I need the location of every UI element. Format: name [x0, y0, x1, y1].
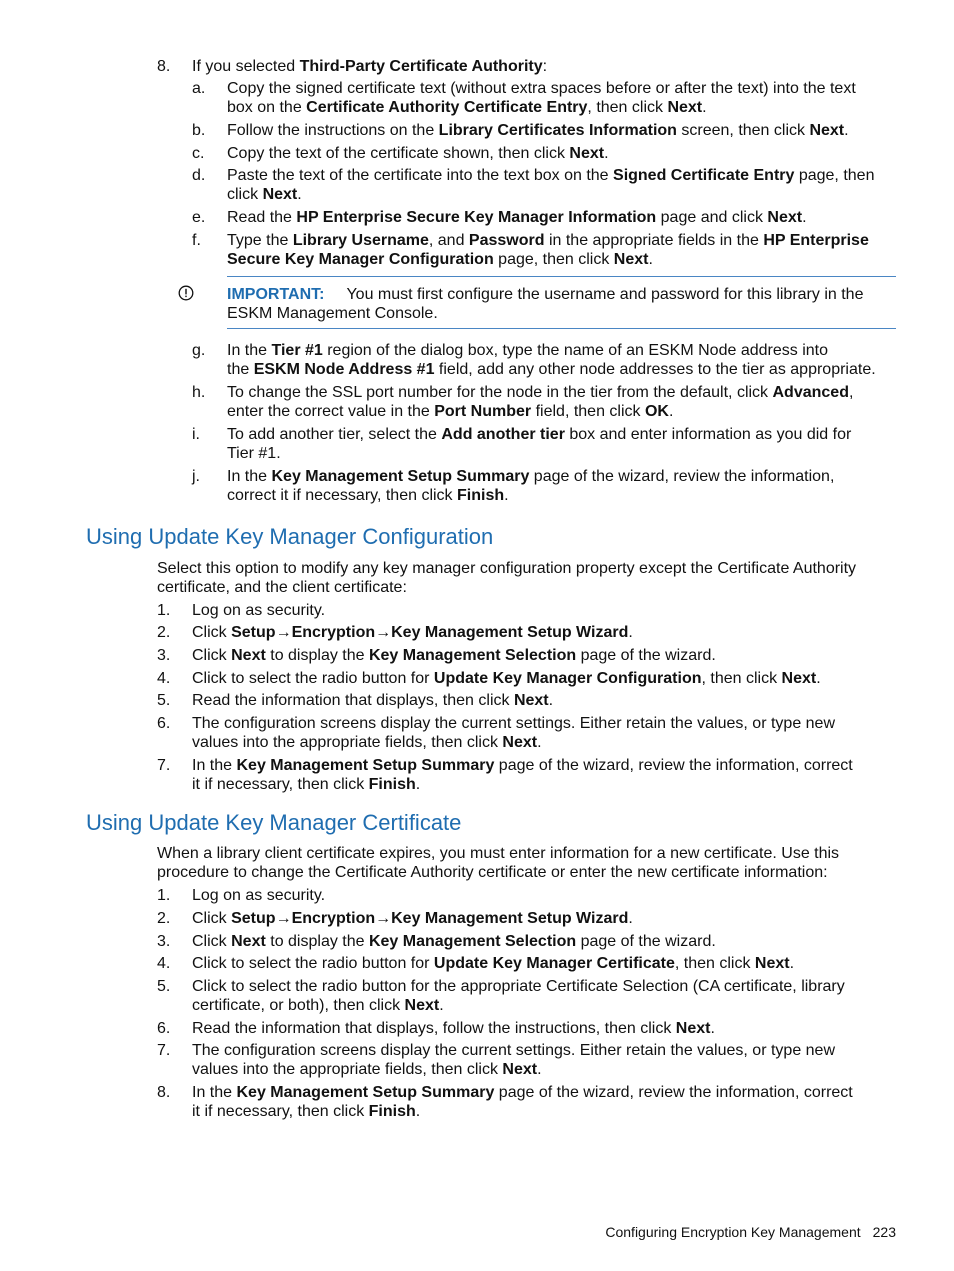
- step-text: The configuration screens display the current settings. Either retain the values, or type new values into the appropriate fields, then click Next.: [192, 715, 836, 751]
- step-number: 7.: [157, 757, 171, 774]
- substep-letter: c.: [192, 145, 205, 162]
- section-heading-update-configuration: Using Update Key Manager Configuration: [86, 524, 494, 549]
- step-text: In the Key Management Setup Summary page of the wizard, review the information, correct it if necessary, then click Finish.: [192, 1084, 853, 1120]
- step-number: 7.: [157, 1042, 171, 1059]
- page-number: 223: [872, 1224, 896, 1240]
- note-bottom-rule: [227, 328, 896, 329]
- step-number: 4.: [157, 670, 171, 687]
- step-number: 3.: [157, 933, 171, 950]
- substep-h-text: To change the SSL port number for the node in the tier from the default, click Advanced, enter the correct value in the Port Number field, then click OK.: [227, 384, 854, 420]
- substep-g-text: In the Tier #1 region of the dialog box, type the name of an ESKM Node address into the ESKM Node Address #1 field, add any other node addresses to the tier as appropriate.: [227, 342, 876, 378]
- step-number: 6.: [157, 1020, 171, 1037]
- step-number: 5.: [157, 978, 171, 995]
- step-number: 3.: [157, 647, 171, 664]
- section-heading-update-certificate: Using Update Key Manager Certificate: [86, 810, 462, 835]
- step-text: Read the information that displays, follow the instructions, then click Next.: [192, 1020, 715, 1037]
- step-text: Log on as security.: [192, 887, 326, 904]
- step-number: 2.: [157, 624, 171, 641]
- section-intro: When a library client certificate expires, you must enter information for a new certificate. Use this procedure to change the Certificate Authority certificate or enter the new certificate information:: [157, 845, 840, 881]
- substep-letter: d.: [192, 167, 206, 184]
- substep-letter: a.: [192, 80, 206, 97]
- step-number: 8.: [157, 1084, 171, 1101]
- step-number: 1.: [157, 887, 171, 904]
- substep-c-text: Copy the text of the certificate shown, then click Next.: [227, 145, 609, 162]
- step-number: 6.: [157, 715, 171, 732]
- substep-b-text: Follow the instructions on the Library Certificates Information screen, then click Next.: [227, 122, 849, 139]
- substep-letter: f.: [192, 232, 201, 249]
- substep-a-text: Copy the signed certificate text (without extra spaces before or after the text) into the text box on the Certificate Authority Certificate Entry, then click Next.: [227, 80, 856, 116]
- step-8-text: If you selected Third-Party Certificate Authority:: [192, 58, 548, 75]
- substep-f-text: Type the Library Username, and Password in the appropriate fields in the HP Enterprise Secure Key Manager Configuration page, then click Next.: [227, 232, 869, 268]
- substep-letter: h.: [192, 384, 206, 401]
- important-label: IMPORTANT:: [227, 286, 325, 303]
- step-text: Log on as security.: [192, 602, 326, 619]
- footer-chapter: Configuring Encryption Key Management: [605, 1224, 861, 1240]
- substep-letter: e.: [192, 209, 206, 226]
- step-number: 4.: [157, 955, 171, 972]
- step-text: Click to select the radio button for Update Key Manager Certificate, then click Next.: [192, 955, 795, 972]
- step-text: Click Setup→Encryption→Key Management Setup Wizard.: [192, 624, 633, 641]
- step-text: Click to select the radio button for Update Key Manager Configuration, then click Next.: [192, 670, 821, 687]
- substep-letter: j.: [192, 468, 200, 485]
- step-number: 8.: [157, 58, 171, 75]
- step-text: Click Next to display the Key Management Selection page of the wizard.: [192, 933, 716, 950]
- substep-letter: b.: [192, 122, 206, 139]
- step-number: 1.: [157, 602, 171, 619]
- important-note: IMPORTANT: You must first configure the username and password for this library in the ESKM Management Console.: [227, 286, 864, 322]
- step-text: Click Setup→Encryption→Key Management Setup Wizard.: [192, 910, 633, 927]
- step-text: Read the information that displays, then click Next.: [192, 692, 554, 709]
- substep-e-text: Read the HP Enterprise Secure Key Manager Information page and click Next.: [227, 209, 807, 226]
- substep-i-text: To add another tier, select the Add another tier box and enter information as you did for Tier #1.: [227, 426, 852, 462]
- important-icon: [178, 285, 194, 301]
- step-number: 2.: [157, 910, 171, 927]
- step-text: Click Next to display the Key Management Selection page of the wizard.: [192, 647, 716, 664]
- page-footer: [605, 1223, 896, 1242]
- step-text: The configuration screens display the current settings. Either retain the values, or type new values into the appropriate fields, then click Next.: [192, 1042, 836, 1078]
- substep-letter: g.: [192, 342, 206, 359]
- substep-d-text: Paste the text of the certificate into the text box on the Signed Certificate Entry page, then click Next.: [227, 167, 875, 203]
- note-top-rule: [227, 276, 896, 277]
- section-intro: Select this option to modify any key manager configuration property except the Certificate Authority certificate, and the client certificate:: [157, 560, 857, 596]
- step-text: Click to select the radio button for the appropriate Certificate Selection (CA certificate, library certificate, or both), then click Next.: [192, 978, 845, 1014]
- step-text: In the Key Management Setup Summary page of the wizard, review the information, correct it if necessary, then click Finish.: [192, 757, 853, 793]
- step-number: 5.: [157, 692, 171, 709]
- substep-j-text: In the Key Management Setup Summary page of the wizard, review the information, correct it if necessary, then click Finish.: [227, 468, 835, 504]
- substep-letter: i.: [192, 426, 200, 443]
